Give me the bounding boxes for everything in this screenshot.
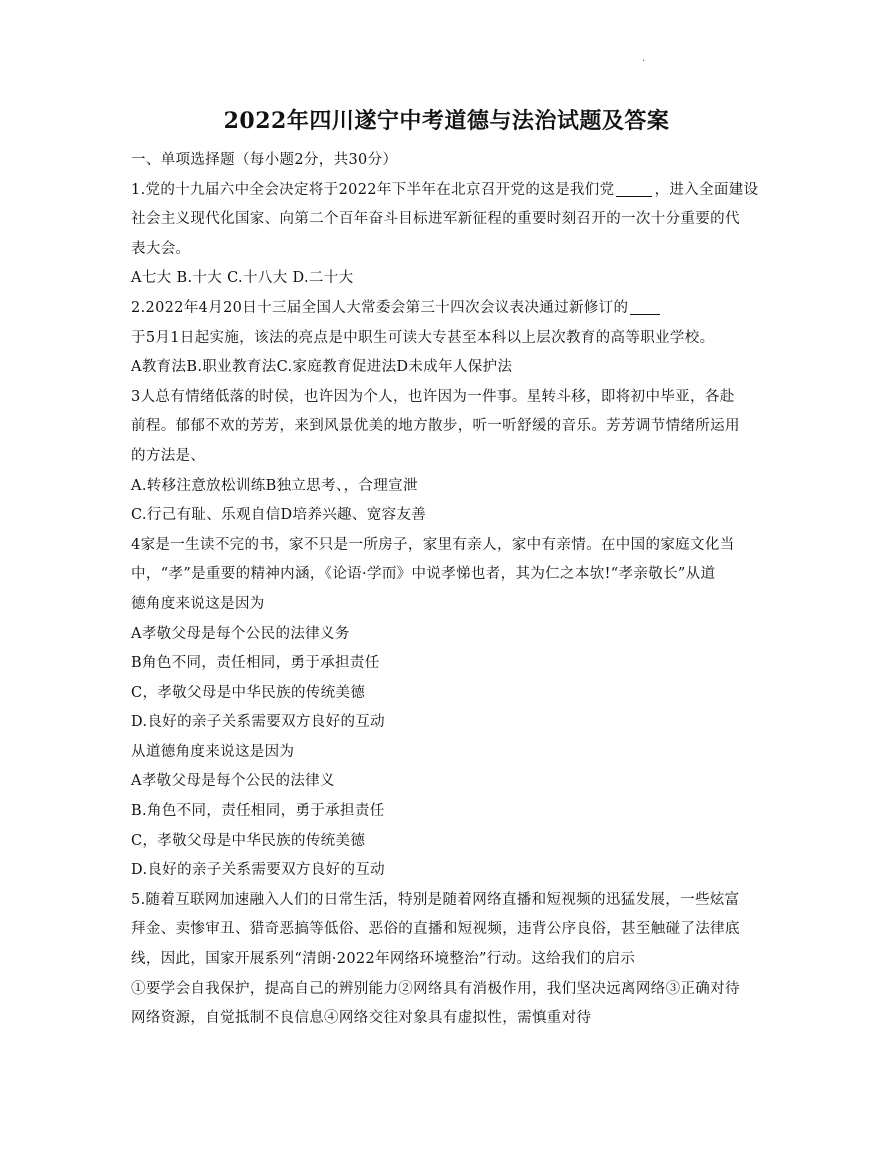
corner-mark: ·: [642, 56, 646, 67]
question-4-repeat-stem: 从道德角度来说这是因为: [131, 743, 295, 760]
question-4-option-a: A孝敬父母是每个公民的法律义务: [131, 625, 350, 642]
question-4-option-d: D.良好的亲子关系需要双方良好的互动: [131, 714, 386, 731]
question-3-line-2: 前程。郁郁不欢的芳芳，来到风景优美的地方散步，听一听舒缓的音乐。芳芳调节情绪所运用: [131, 418, 740, 435]
question-1-line-3: 表大会。: [131, 240, 191, 257]
question-5-line-3: 线，因此，国家开展系列“清朗·2022年网络环境整治”行动。这给我们的启示: [131, 951, 636, 968]
question-1-line-2: 社会主义现代化国家、向第二个百年奋斗目标进军新征程的重要时刻召开的一次十分重要的代: [131, 211, 740, 228]
question-4-option-c: C，孝敬父母是中华民族的传统美德: [131, 684, 366, 701]
question-text: ，进入全面建设: [654, 181, 759, 198]
question-3-line-1: 3人总有情绪低落的时侯，也许因为个人，也许因为一件事。星转斗移，即将初中毕亚，各赴: [131, 388, 735, 405]
question-2-line-1: [131, 294, 771, 324]
question-5-line-2: 拜金、卖惨审丑、猎奇恶搞等低俗、恶俗的直播和短视频，违背公序良俗，甚至触碰了法律底: [131, 921, 740, 938]
section-heading: 一、单项选择题（每小题2分，共30分）: [131, 152, 398, 168]
question-2-options: A教育法B.职业教育法C.家庭教育促进法D未成年人保护法: [131, 359, 513, 376]
question-3-options-ab: A.转移注意放松训练B独立思考、，合理宣泄: [131, 477, 418, 494]
question-text: 2.2022年4月20日十三届全国人大常委会第三十四次会议表决通过新修订的: [131, 299, 629, 316]
question-2-line-2: 于5月1日起实施，该法的亮点是中职生可读大专甚至本科以上层次教育的高等职业学校。: [131, 329, 715, 346]
question-text: 1.党的十九届六中全会决定将于2022年下半年在北京召开党的这是我们党: [131, 181, 615, 198]
question-5-line-4: ①要学会自我保护，提高自己的辨别能力②网络具有消极作用，我们坚决远离网络③正确对待: [131, 980, 740, 997]
question-1-options: A七大 B.十大 C.十八大 D.二十大: [131, 270, 354, 287]
question-4-repeat-option-d: D.良好的亲子关系需要双方良好的互动: [131, 862, 386, 879]
answer-blank: [630, 298, 660, 315]
question-4-line-1: 4家是一生读不完的书，家不只是一所房子，家里有亲人，家中有亲情。在中国的家庭文化当: [131, 536, 735, 553]
page-title: 2022年四川遂宁中考道德与法治试题及答案: [223, 108, 670, 134]
question-5-line-1: 5.随着互联网加速融入人们的日常生活，特别是随着网络直播和短视频的迅猛发展，一些炫富: [131, 891, 740, 908]
question-3-options-cd: C.行己有耻、乐观自信D培养兴趣、宽容友善: [131, 507, 427, 524]
question-1-line-1: [131, 176, 771, 206]
question-5-line-5: 网络资源，自觉抵制不良信息④网络交往对象具有虚拟性，需慎重对待: [131, 1010, 592, 1027]
question-4-repeat-option-a: A孝敬父母是每个公民的法律义: [131, 773, 335, 790]
question-4-line-2: 中，“孝”是重要的精神内涵，《论语·学而》中说孝悌也者，其为仁之本欤!“孝亲敬长”从道: [131, 566, 716, 583]
question-4-option-b: B角色不同，责任相同，勇于承担责任: [131, 655, 380, 672]
question-4-line-3: 德角度来说这是因为: [131, 595, 265, 612]
document-body: [131, 146, 771, 1034]
question-4-repeat-option-c: C，孝敬父母是中华民族的传统美德: [131, 832, 366, 849]
answer-blank: [616, 180, 652, 197]
question-3-line-3: 的方法是、: [131, 447, 206, 464]
question-4-repeat-option-b: B.角色不同，责任相同，勇于承担责任: [131, 803, 385, 820]
